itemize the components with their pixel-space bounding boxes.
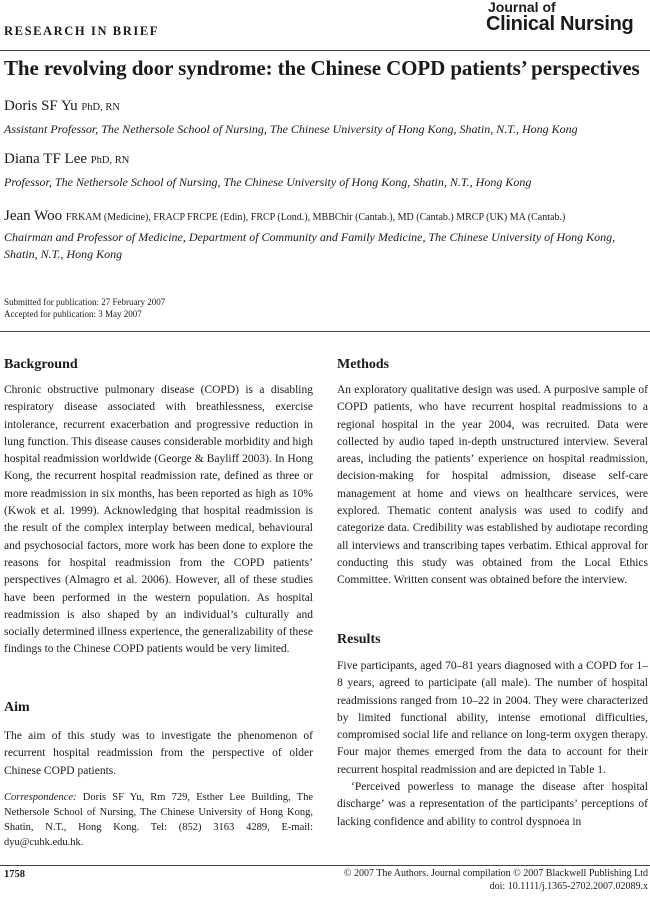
author-affiliation: Assistant Professor, The Nethersole School of Nursing, The Chinese University of Hong Kong, Shatin, N.T., Hong Kong — [4, 122, 578, 136]
header-rule — [0, 50, 650, 51]
methods-heading: Methods — [337, 357, 390, 372]
results-paragraph: Five participants, aged 70–81 years diagnosed with a COPD for 1–8 years, agreed to participate (all male). The number of hospital readmissions ranged from 10–22 in 2004. They were characterized by limited functional ability, intense emotional difficulties, compromised social life and reliance on long-term oxygen therapy. Four major themes emerged from the data to account for their recurrent hospital readmission and are depicted in Table 1. — [337, 660, 648, 776]
article-title: The revolving door syndrome: the Chinese COPD patients’ perspectives — [4, 56, 640, 80]
author-affiliation: Chairman and Professor of Medicine, Department of Community and Family Medicine, The Chinese University of Hong Kong, Shatin, N.T., Hong Kong — [4, 230, 616, 261]
background-paragraph: Chronic obstructive pulmonary disease (COPD) is a disabling respiratory disease associated with breathlessness, exercise intolerance, recurrent exacerbation and progressive reduction in lung function. This disease causes considerable morbidity and high hospital readmission worldwide (George & Bayliff 2003). In Hong Kong, the recurrent hospital readmission rate, defined as three or more readmission in six months, has been reported as high as 10% (Kwok et al. 1999). Acknowledging that hospital readmission is the result of the complex interplay between medical, behavioural and psychosocial factors, more work has been done to explore the reasons for hospital readmission from the COPD patients’ perspectives (Almagro et al. 2006). However, all of these studies have been performed in the western population. As hospital readmission is also shaped by an individual’s culturally and socially determined illness experience, the generalizability of these findings to the Chinese COPD patients would be very limited. — [4, 384, 313, 656]
copyright-line: © 2007 The Authors. Journal compilation © 2007 Blackwell Publishing Ltd — [343, 868, 648, 879]
aim-text — [4, 728, 313, 780]
correspondence-text: Doris SF Yu, Rm 729, Esther Lee Building, The Nethersole School of Nursing, The Chinese University of Hong Kong, Shatin, N.T., Hong Kong. Tel: (852) 3163 4289, E-mail: dyu@cuhk.edu.hk. — [4, 792, 313, 848]
author-credentials: PhD, RN — [90, 155, 130, 166]
aim-heading: Aim — [4, 700, 30, 715]
author-credentials: PhD, RN — [81, 102, 120, 113]
page-number: 1758 — [4, 869, 25, 880]
journal-logo — [486, 0, 646, 34]
section-rule — [0, 331, 650, 332]
background-heading: Background — [4, 357, 78, 372]
results-text — [337, 658, 648, 831]
journal-logo-line2: Clinical Nursing — [486, 13, 634, 35]
results-paragraph-2: ‘Perceived powerless to manage the disease after hospital discharge’ was a representation of the participants’ perceptions of lacking confidence and ability to control dyspnoea in — [337, 781, 648, 828]
accepted-date: Accepted for publication: 3 May 2007 — [4, 309, 142, 319]
journal-logo-line1: Journal of — [488, 0, 556, 15]
author-name — [4, 151, 129, 168]
section-label: RESEARCH IN BRIEF — [4, 24, 160, 38]
footer-rule — [0, 865, 650, 866]
footer-copyright — [344, 867, 648, 893]
submitted-date: Submitted for publication: 27 February 2007 — [4, 297, 166, 307]
methods-paragraph: An exploratory qualitative design was used. A purposive sample of COPD patients, who have recurrent hospital readmissions to a regional hospital in the year 2004, was recruited. Data were collected by audio taped in-depth unstructured interview. Several areas, including the patients’ experience on hospital readmission, decision-making for hospital admission, disease self-care management at home and views on healthcare services, were explored. Thematic content analysis was used to codify and categorize data. Credibility was established by audiotape recording all interviews and transcribing tapes verbatim. Ethical approval for conducting this study was obtained from the Local Ethics Committee. Written consent was obtained before the interview. — [337, 384, 648, 587]
methods-text — [337, 382, 648, 590]
author-affiliation: Professor, The Nethersole School of Nursing, The Chinese University of Hong Kong, Shatin, N.T., Hong Kong — [4, 175, 532, 189]
correspondence — [4, 790, 313, 850]
author-name-text: Diana TF Lee — [4, 151, 88, 167]
author-name-text: Doris SF Yu — [4, 98, 78, 114]
aim-paragraph: The aim of this study was to investigate the phenomenon of recurrent hospital readmission from the perspective of older Chinese COPD patients. — [4, 730, 313, 777]
author-name — [4, 208, 565, 225]
author-name — [4, 98, 120, 115]
author-credentials: FRKAM (Medicine), FRACP FRCPE (Edin), FRCP (Lond.), MBBChir (Cantab.), MD (Cantab.) MRCP (UK) MA (Cantab.) — [65, 212, 566, 223]
correspondence-label: Correspondence: — [4, 792, 77, 803]
publication-dates — [4, 296, 165, 320]
background-text — [4, 382, 313, 659]
author-name-text: Jean Woo — [4, 208, 63, 224]
doi-line: doi: 10.1111/j.1365-2702.2007.02089.x — [489, 881, 648, 892]
results-heading: Results — [337, 632, 381, 647]
